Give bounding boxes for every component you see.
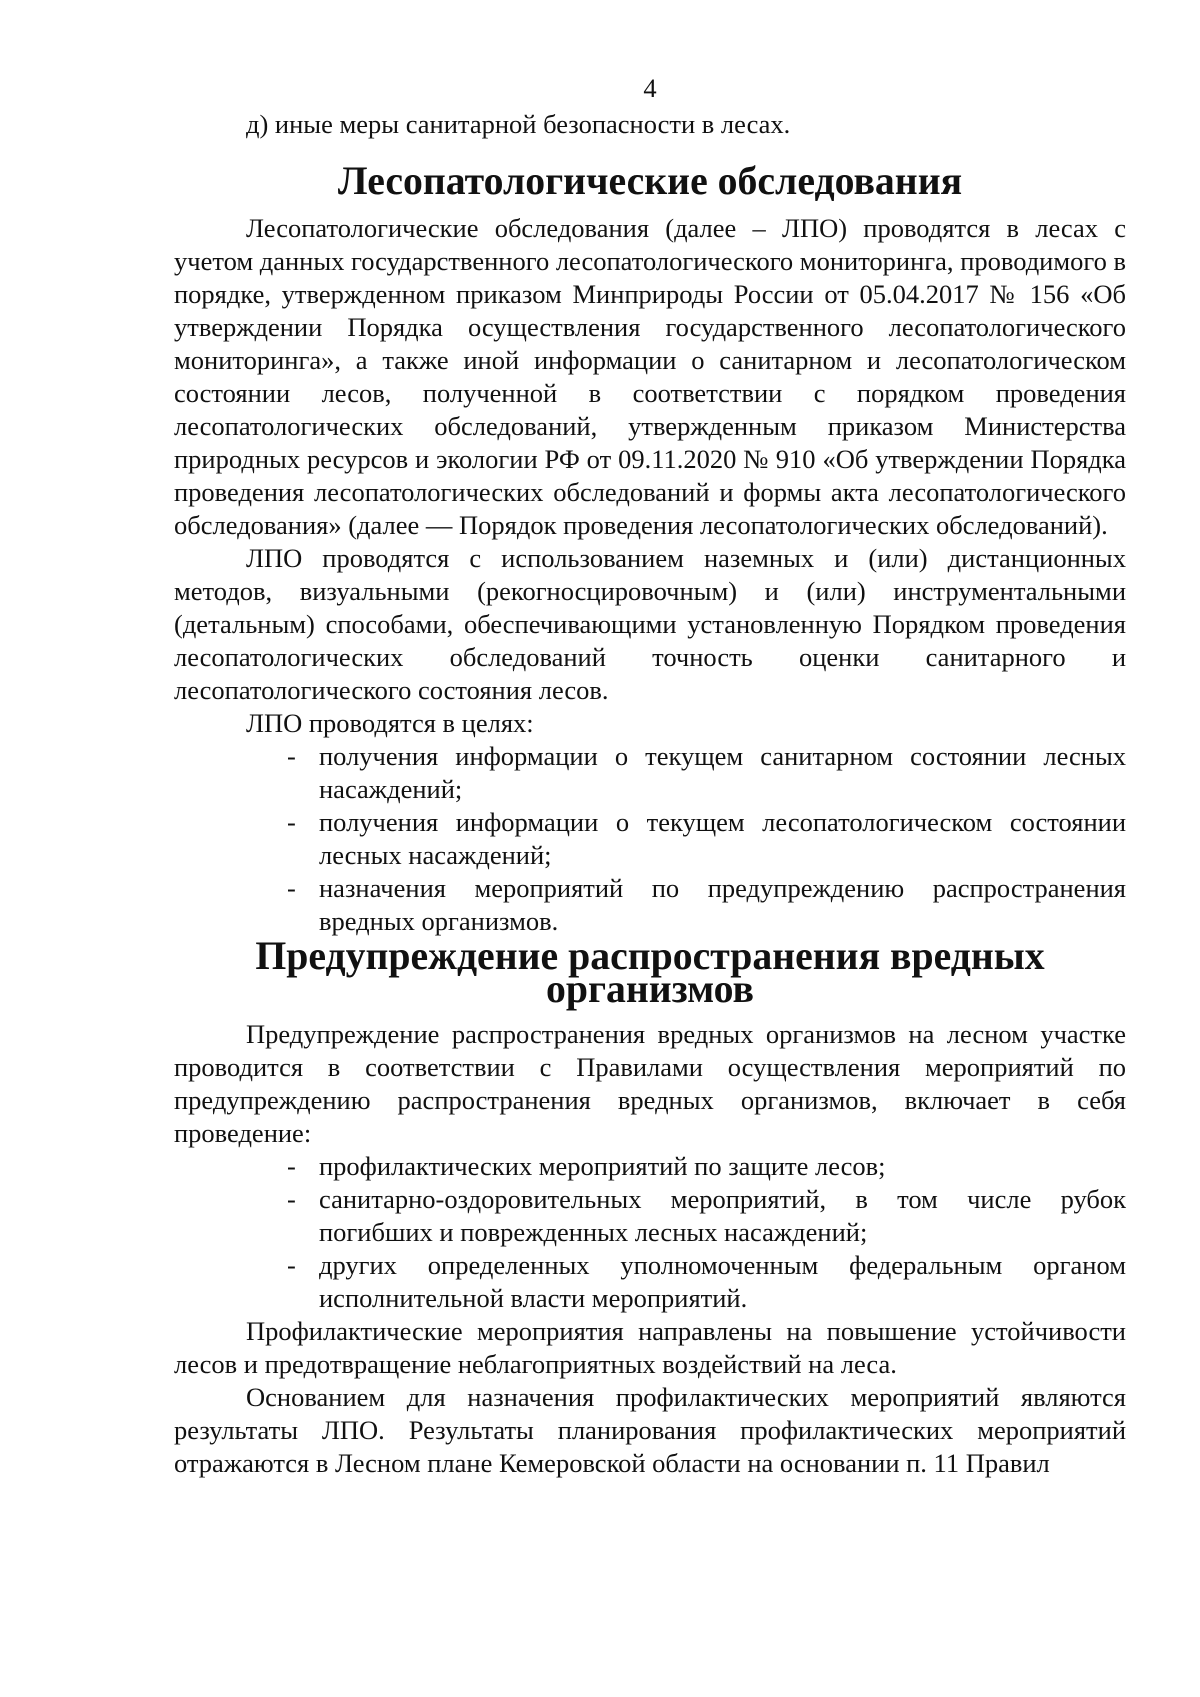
dash-marker: -	[287, 1151, 296, 1181]
section-heading-forest-pathology-surveys: Лесопатологические обследования	[337, 159, 963, 203]
list-item-text: других определенных уполномоченным федеральным органом исполнительной власти мероприятий.	[319, 1250, 1126, 1313]
dash-marker: -	[287, 741, 296, 771]
list-item-text: получения информации о текущем лесопатологическом состоянии лесных насаждений;	[319, 807, 1126, 870]
page-number: 4	[643, 73, 657, 103]
dash-marker: -	[287, 1250, 296, 1280]
dash-marker: -	[287, 1184, 296, 1214]
lpo-goals-list	[174, 740, 1126, 938]
list-item	[287, 806, 1126, 872]
prevention-measures-list	[174, 1150, 1126, 1315]
list-item-text: санитарно-оздоровительных мероприятий, в том числе рубок погибших и поврежденных лесных насаждений;	[319, 1184, 1126, 1247]
list-item	[287, 740, 1126, 806]
paragraph-lpo-methods: ЛПО проводятся с использованием наземных и (или) дистанционных методов, визуальными (рекогносцировочным) и (или) инструментальными (детальным) способами, обеспечивающими установленную Порядком проведения лесопатологических обследований точность оценки санитарного и лесопатологического состояния лесов.	[174, 543, 1126, 705]
dash-marker: -	[287, 873, 296, 903]
list-item-text: получения информации о текущем санитарном состоянии лесных насаждений;	[319, 741, 1126, 804]
list-item	[287, 1249, 1126, 1315]
section-heading-pest-prevention: Предупреждение распространения вредных организмов	[255, 934, 1045, 1011]
list-item	[287, 1183, 1126, 1249]
list-item	[287, 872, 1126, 938]
paragraph-lpo-definition: Лесопатологические обследования (далее – ЛПО) проводятся в лесах с учетом данных государственного лесопатологического мониторинга, проводимого в порядке, утвержденном приказом Минприроды России от 05.04.2017 № 156 «Об утверждении Порядка осуществления государственного лесопатологического мониторинга», а также иной информации о санитарном и лесопатологическом состоянии лесов, полученной в соответствии с порядком проведения лесопатологических обследований, утвержденным приказом Министерства природных ресурсов и экологии РФ от 09.11.2020 № 910 «Об утверждении Порядка проведения лесопатологических обследований и формы акта лесопатологического обследования» (далее — Порядок проведения лесопатологических обследований).	[174, 213, 1126, 540]
list-item	[287, 1150, 1126, 1183]
list-item-text: профилактических мероприятий по защите лесов;	[319, 1151, 886, 1181]
document-page	[174, 72, 1126, 1480]
paragraph-lpo-goals-intro: ЛПО проводятся в целях:	[246, 708, 534, 738]
paragraph-prevention-intro: Предупреждение распространения вредных организмов на лесном участке проводится в соответствии с Правилами осуществления мероприятий по предупреждению распространения вредных организмов, включает в себя проведение:	[174, 1019, 1126, 1148]
paragraph-preventive-measures-purpose: Профилактические мероприятия направлены на повышение устойчивости лесов и предотвращение неблагоприятных воздействий на леса.	[174, 1316, 1126, 1379]
dash-marker: -	[287, 807, 296, 837]
intro-line: д) иные меры санитарной безопасности в лесах.	[246, 109, 791, 139]
paragraph-preventive-measures-basis: Основанием для назначения профилактических мероприятий являются результаты ЛПО. Результаты планирования профилактических мероприятий отражаются в Лесном плане Кемеровской области на основании п. 11 Правил	[174, 1382, 1126, 1478]
list-item-text: назначения мероприятий по предупреждению распространения вредных организмов.	[319, 873, 1126, 936]
